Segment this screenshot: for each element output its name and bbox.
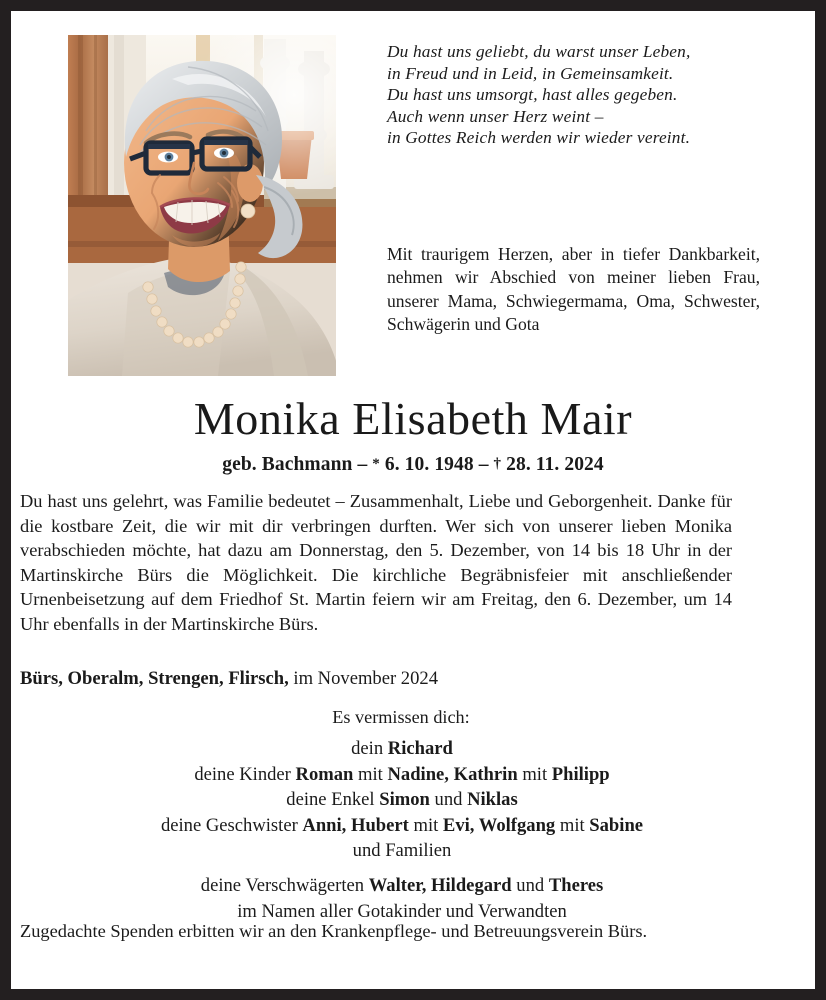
mourner-relation: deine Verschwägerten: [200, 874, 369, 896]
maiden-name: geb. Bachmann: [222, 453, 353, 475]
mourner-relation: und Familien: [352, 840, 452, 862]
birth-date: 6. 10. 1948: [384, 453, 474, 475]
mourner-relation: deine Enkel: [286, 789, 380, 811]
intro-paragraph: Mit traurigem Herzen, aber in tiefer Dankbarkeit, nehmen wir Abschied von meiner lieben Frau, unserer Mama, Schwiegermama, Oma, Schwester, Schwägerin und Gota: [387, 244, 760, 335]
mourner-name: Roman: [295, 763, 354, 785]
poem-line: Du hast uns geliebt, du warst unser Leben,: [387, 42, 691, 61]
deceased-name: Monika Elisabeth Mair: [193, 393, 633, 444]
donations-paragraph: Zugedachte Spenden erbitten wir an den Krankenpflege- und Betreuungsverein Bürs.: [20, 921, 648, 941]
death-cross-icon: †: [493, 456, 502, 472]
poem-line: in Freud und in Leid, in Gemeinsamkeit.: [387, 63, 674, 83]
poem-line: Auch wenn unser Herz weint –: [387, 106, 604, 126]
mourner-relation: dein: [351, 738, 388, 759]
mourner-relation: mit: [408, 814, 443, 836]
obituary-inner: [11, 11, 815, 989]
mourner-line: [11, 787, 793, 813]
mourner-relation: deine Kinder: [194, 763, 296, 785]
mourner-name: Walter, Hildegard: [368, 874, 512, 896]
mourner-name: Nadine, Kathrin: [387, 763, 518, 785]
mourner-name: Simon: [379, 789, 430, 811]
places-line: [20, 667, 732, 691]
top-section: [11, 11, 815, 383]
poem-line: Du hast uns umsorgt, hast alles gegeben.: [387, 85, 678, 105]
birth-star-icon: *: [372, 456, 380, 472]
mourner-relation: deine Geschwister: [160, 814, 303, 836]
memorial-poem: [387, 41, 767, 149]
mourner-line: [11, 762, 793, 788]
mourner-name: Evi, Wolfgang: [442, 814, 556, 836]
poem-line: in Gottes Reich werden wir wieder vereint.: [387, 128, 691, 148]
mourner-line: [11, 838, 793, 864]
mourners-list: [11, 736, 793, 924]
mourner-relation: mit: [353, 763, 388, 785]
mourner-name: Philipp: [551, 763, 610, 785]
places-list: Bürs, Oberalm, Strengen, Flirsch,: [20, 668, 289, 689]
mourner-name: Theres: [548, 874, 604, 896]
death-date: 28. 11. 2024: [506, 453, 604, 475]
mourner-name: Richard: [387, 738, 453, 759]
portrait-photo-artwork: [68, 35, 336, 376]
mourner-relation: und: [429, 789, 468, 811]
mourner-relation: mit: [555, 814, 590, 836]
mourner-name: Anni, Hubert: [302, 814, 409, 836]
dash-1: –: [357, 453, 368, 475]
mourner-relation: und: [511, 874, 549, 896]
mourner-relation: mit: [517, 763, 552, 785]
mourners-spacer: [11, 864, 793, 873]
dash-2: –: [478, 453, 489, 475]
mourner-line: [11, 873, 793, 899]
portrait-photo: [68, 35, 336, 376]
funeral-details-paragraph: Du hast uns gelehrt, was Familie bedeutet – Zusammenhalt, Liebe und Geborgenheit. Danke für die kostbare Zeit, die wir mit dir verbringen durften. Wer sich von unserer lieben Monika verabschieden möchte, hat dazu am Donnerstag, den 5. Dezember, von 14 bis 18 Uhr in der Martinskirche Bürs die Möglichkeit. Die kirchliche Begräbnisfeier mit anschließender Urnenbeisetzung auf dem Friedhof St. Martin feiern wir am Freitag, den 6. Dezember, um 14 Uhr ebenfalls in der Martinskirche Bürs.: [20, 491, 732, 634]
birth-death-line: [11, 452, 815, 477]
mourner-name: Sabine: [589, 814, 644, 836]
mourners-heading: Es vermissen dich:: [332, 707, 470, 727]
notice-month: im November 2024: [288, 668, 438, 689]
mourner-name: Niklas: [467, 789, 518, 811]
mourner-line: [11, 736, 793, 762]
mourner-relation: im Namen aller Gotakinder und Verwandten: [237, 900, 567, 922]
mourner-line: [11, 813, 793, 839]
